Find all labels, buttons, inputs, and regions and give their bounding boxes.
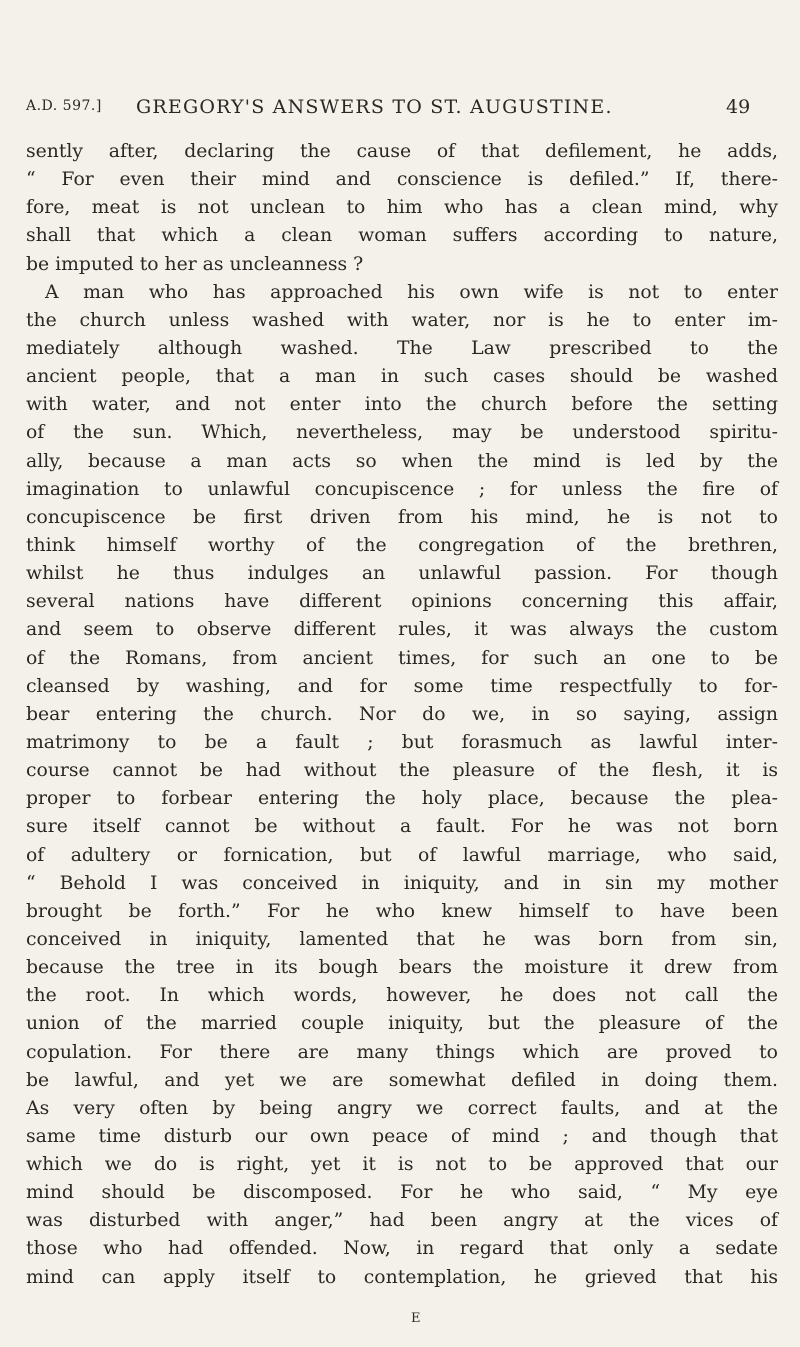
text-line: think himself worthy of the congregation of the brethren, [26, 534, 778, 556]
text-line: ancient people, that a man in such cases should be washed [26, 366, 778, 388]
text-line: the root. In which words, however, he does not call the [26, 985, 778, 1007]
text-line: mind can apply itself to contemplation, he grieved that his [26, 1266, 778, 1288]
body-text [26, 138, 778, 1292]
text-line: union of the married couple iniquity, but the pleasure of the [26, 1013, 778, 1035]
text-line: cleansed by washing, and for some time respectfully to for- [26, 675, 778, 697]
text-line: same time disturb our own peace of mind ; and though that [26, 1125, 778, 1147]
text-line: several nations have different opinions concerning this affair, [26, 591, 778, 613]
signature-mark: E [411, 1311, 421, 1326]
page-title: GREGORY'S ANSWERS TO ST. AUGUSTINE. [136, 96, 613, 118]
text-line: the church unless washed with water, nor is he to enter im- [26, 309, 778, 331]
text-line: of the sun. Which, nevertheless, may be understood spiritu- [26, 422, 778, 444]
text-line: “ For even their mind and conscience is defiled.” If, there- [26, 169, 778, 191]
text-line: of the Romans, from ancient times, for such an one to be [26, 647, 778, 669]
text-line: ally, because a man acts so when the mind is led by the [26, 450, 778, 472]
text-line: As very often by being angry we correct faults, and at the [26, 1097, 778, 1119]
text-line: whilst he thus indulges an unlawful passion. For though [26, 563, 778, 585]
text-line: with water, and not enter into the church before the setting [26, 394, 778, 416]
text-line: be lawful, and yet we are somewhat defiled in doing them. [26, 1069, 778, 1091]
text-line: imagination to unlawful concupiscence ; for unless the fire of [26, 478, 778, 500]
text-line: proper to forbear entering the holy place, because the plea- [26, 788, 778, 810]
text-line: sure itself cannot be without a fault. For he was not born [26, 816, 778, 838]
text-line: those who had offended. Now, in regard that only a sedate [26, 1238, 778, 1260]
text-line: course cannot be had without the pleasure of the flesh, it is [26, 760, 778, 782]
text-line: bear entering the church. Nor do we, in so saying, assign [26, 703, 778, 725]
text-line: copulation. For there are many things which are proved to [26, 1041, 778, 1063]
text-line: conceived in iniquity, lamented that he was born from sin, [26, 928, 778, 950]
text-line: fore, meat is not unclean to him who has a clean mind, why [26, 197, 778, 219]
era-marker: A.D. 597.] [26, 98, 102, 114]
text-line: be imputed to her as uncleanness ? [26, 253, 364, 275]
text-line: “ Behold I was conceived in iniquity, and in sin my mother [26, 872, 778, 894]
text-line: was disturbed with anger,” had been angry at the vices of [26, 1210, 778, 1232]
text-line: sently after, declaring the cause of that defilement, he adds, [26, 141, 778, 162]
text-line: because the tree in its bough bears the moisture it drew from [26, 957, 778, 979]
text-line: which we do is right, yet it is not to be approved that our [26, 1154, 778, 1176]
text-line: shall that which a clean woman suffers according to nature, [26, 225, 778, 247]
text-line: brought be forth.” For he who knew himself to have been [26, 900, 778, 922]
text-line: and seem to observe different rules, it was always the custom [26, 619, 778, 641]
text-line: mediately although washed. The Law prescribed to the [26, 337, 778, 359]
text-line: concupiscence be first driven from his mind, he is not to [26, 506, 778, 528]
running-head [0, 96, 800, 122]
text-line: of adultery or fornication, but of lawful marriage, who said, [26, 844, 778, 866]
page-number: 49 [726, 96, 751, 118]
text-line: A man who has approached his own wife is not to enter [45, 281, 778, 303]
text-line: mind should be discomposed. For he who said, “ My eye [26, 1182, 778, 1204]
text-line: matrimony to be a fault ; but forasmuch as lawful inter- [26, 731, 778, 753]
